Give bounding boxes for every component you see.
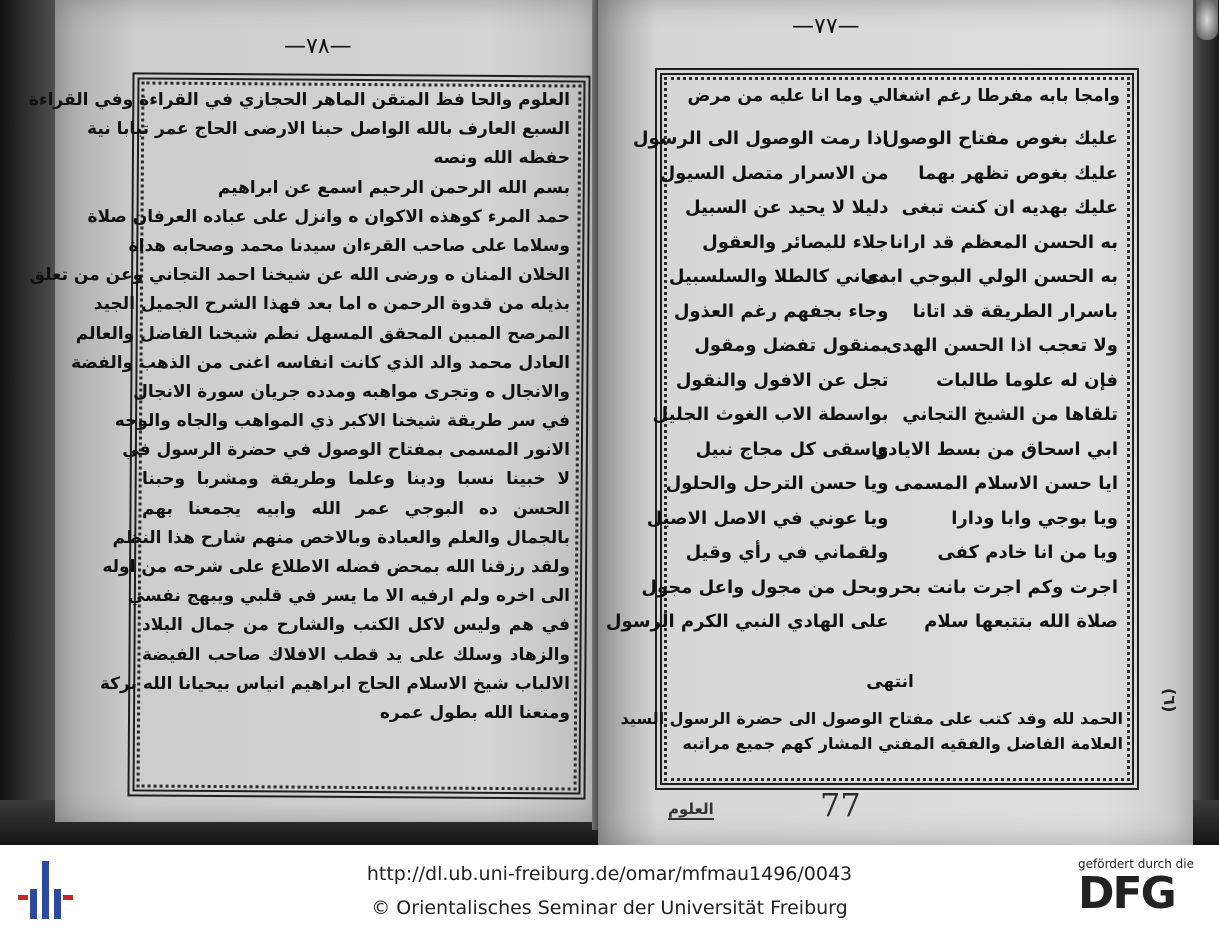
verse-first-hemistich: به الحسن المعظم قد ارانا xyxy=(889,231,1118,253)
text-line: لا خبينا نسبا ودينا وعلما وطريقة ومشربا وحبنا xyxy=(142,469,570,490)
text-line: وسلاما على صاحب القرءان سيدنا محمد وصحابه هداة xyxy=(128,235,570,256)
verse-second-hemistich: بمنقول تفضل ومقول xyxy=(694,335,889,356)
viewer-footer xyxy=(0,845,1219,931)
verse-row xyxy=(632,122,1118,157)
margin-note: (٦) xyxy=(1160,688,1179,713)
verse-row xyxy=(668,433,1118,468)
left-page-text xyxy=(28,86,570,728)
dfg-logo xyxy=(1078,857,1206,921)
verse-row xyxy=(646,502,1118,537)
verse-first-hemistich: ايا حسن الاسلام المسمى xyxy=(894,473,1118,494)
text-line: الحسن ده البوجي عمر الله وابيه يجمعنا بهم xyxy=(142,498,570,519)
verse-second-hemistich: ويا عوني في الاصل الاصيل xyxy=(646,507,889,529)
text-line: السبع العارف بالله الواصل حبنا الارضى الحاج عمر تيابا نية xyxy=(87,119,570,140)
text-line: الانور المسمى بمفتاح الوصول في حضرة الرسول في xyxy=(122,440,570,461)
text-line: ومتعنا الله بطول عمره xyxy=(379,702,570,723)
verse-second-hemistich: وجاء بجفهم رغم العذول xyxy=(673,300,889,322)
right-page-header-line: وامجا بابه مفرطا رغم اشغالي وما انا عليه من مرض xyxy=(687,86,1120,106)
verse-first-hemistich: به الحسن الولي البوجي ابدى xyxy=(863,266,1118,287)
verse-row xyxy=(665,467,1118,502)
verse-second-hemistich: واسقى كل مجاج نبيل xyxy=(695,438,889,460)
text-line: والانجال ه وتجرى مواهبه ومدده جريان سورة الانجال xyxy=(133,381,570,402)
colophon-line: الحمد لله وقد كتب على مفتاح الوصول الى حضرة الرسول السيد xyxy=(620,709,1123,728)
verse-first-hemistich: عليك بغوص تظهر بهما xyxy=(918,162,1118,184)
text-line: المرصح المبين المحقق المسهل نظم شيخنا الفاضل والعالم xyxy=(75,323,570,344)
text-line: الالباب شيخ الاسلام الحاج ابراهيم انياس بيحيانا الله بركة xyxy=(99,673,570,694)
verse-first-hemistich: صلاة الله بتتبعها سلام xyxy=(924,611,1118,632)
verse-first-hemistich: فإن له علوما طالبات xyxy=(936,369,1118,391)
text-line: بالجمال والعلم والعبادة وبالاخص منهم شارح هذا النظم xyxy=(112,527,570,548)
verse-row xyxy=(668,226,1118,261)
poem-end-word: انتهى xyxy=(866,672,914,692)
verse-first-hemistich: ولا تعجب اذا الحسن الهدى xyxy=(885,335,1118,356)
verse-row xyxy=(652,398,1118,433)
verse-first-hemistich: اجرت وكم اجرت بانت بحر xyxy=(890,576,1118,598)
dfg-wordmark: DFG xyxy=(1078,868,1175,919)
left-page-number: —٧٨— xyxy=(284,34,352,59)
text-line: في هم وليس لاكل الكتب والشارح من جمال البلاد xyxy=(142,615,570,636)
verse-first-hemistich: تلقاها من الشيخ التجاني xyxy=(902,404,1118,425)
verse-second-hemistich: ويا حسن الترحل والحلول xyxy=(665,473,889,494)
colophon-line: العلامة الفاضل والفقيه المفتي المشار كهم جميع مراتبه xyxy=(682,734,1123,753)
text-line: والزهاد وسلك على يد قطب الافلاك صاحب الفيضة xyxy=(142,644,570,665)
folio-number: 77 xyxy=(820,786,861,824)
verse-second-hemistich: معاني كالطلا والسلسبيل xyxy=(668,266,889,287)
verse-second-hemistich: دليلا لا يحيد عن السبيل xyxy=(685,197,889,218)
verse-second-hemistich: اذا رمت الوصول الى الرسول xyxy=(632,128,889,149)
verse-first-hemistich: ويا بوجي وابا ودارا xyxy=(951,507,1118,529)
dfg-caption: gefördert durch die xyxy=(1078,857,1194,871)
binding-clip xyxy=(1196,0,1218,40)
right-page-number: —٧٧— xyxy=(792,14,860,39)
text-line: الى اخره ولم ارفيه الا ما يسر في قلبي ويبهج نفسي xyxy=(127,586,570,607)
copyright-notice: © Orientalisches Seminar der Universität Freiburg xyxy=(371,897,848,919)
text-line: العلوم والحا فظ المتقن الماهر الحجازي في القراءة وفي القراءة xyxy=(28,90,570,110)
text-line: حمد المرء كوهذه الاكوان ه وانزل على عباده العرفان صلاة xyxy=(87,206,570,227)
verse-row xyxy=(605,605,1118,640)
verse-first-hemistich: ابي اسحاق من بسط الايادي xyxy=(871,438,1118,460)
verse-row xyxy=(641,571,1118,606)
verse-row xyxy=(668,295,1118,330)
verse-row xyxy=(659,157,1118,192)
verse-second-hemistich: بواسطة الاب الغوث الجليل xyxy=(652,404,889,425)
text-line: بسم الله الرحمن الرحيم اسمع عن ابراهيم xyxy=(217,177,570,198)
verse-second-hemistich: على الهادي النبي الكرم الرسول xyxy=(605,611,889,632)
verse-second-hemistich: من الاسرار متصل السيول xyxy=(659,162,889,184)
verse-second-hemistich: وبحل من مجول واعل مجول xyxy=(641,576,889,598)
verse-first-hemistich: عليك بهديه ان كنت تبغى xyxy=(901,197,1118,218)
library-stamp: العلوم xyxy=(668,800,714,818)
text-line: في سر طريقة شيخنا الاكبر ذي المواهب والجاه والوجه xyxy=(114,411,570,432)
verse-row xyxy=(668,329,1118,364)
verse-second-hemistich: ولقماني في رأي وقيل xyxy=(685,542,889,563)
document-url[interactable]: http://dl.ub.uni-freiburg.de/omar/mfmau1496/0043 xyxy=(366,863,853,885)
verse-row xyxy=(668,260,1118,295)
verse-second-hemistich: تجل عن الافول والنقول xyxy=(675,369,889,391)
verse-first-hemistich: باسرار الطريقة قد اتانا xyxy=(912,300,1118,322)
text-line: العادل محمد والد الذي كانت انفاسه اغنى من الذهب والفضة xyxy=(71,352,570,373)
verse-row xyxy=(668,536,1118,571)
verse-row xyxy=(668,191,1118,226)
scan-dark-edge-left xyxy=(0,0,60,845)
verse-second-hemistich: جلاء للبصائر والعقول xyxy=(702,231,889,253)
verse-first-hemistich: ويا من انا خادم كفى xyxy=(937,542,1118,563)
text-line: الخلان المنان ه ورضى الله عن شيخنا احمد التجاني وعن من تعلق xyxy=(29,265,570,286)
text-line: حفظه الله ونصه xyxy=(433,148,570,169)
text-line: ولقد رزقنا الله بمحض فضله الاطلاع على شرحه من اوله xyxy=(102,557,570,577)
verse-row xyxy=(668,364,1118,399)
verse-first-hemistich: عليك بغوص مفتاح الوصول xyxy=(883,128,1118,149)
poem-verses xyxy=(605,122,1118,640)
colophon xyxy=(620,706,1123,756)
text-line: بذيله من قدوة الرحمن ه اما بعد فهذا الشرح الجميل الجيد xyxy=(93,294,570,315)
